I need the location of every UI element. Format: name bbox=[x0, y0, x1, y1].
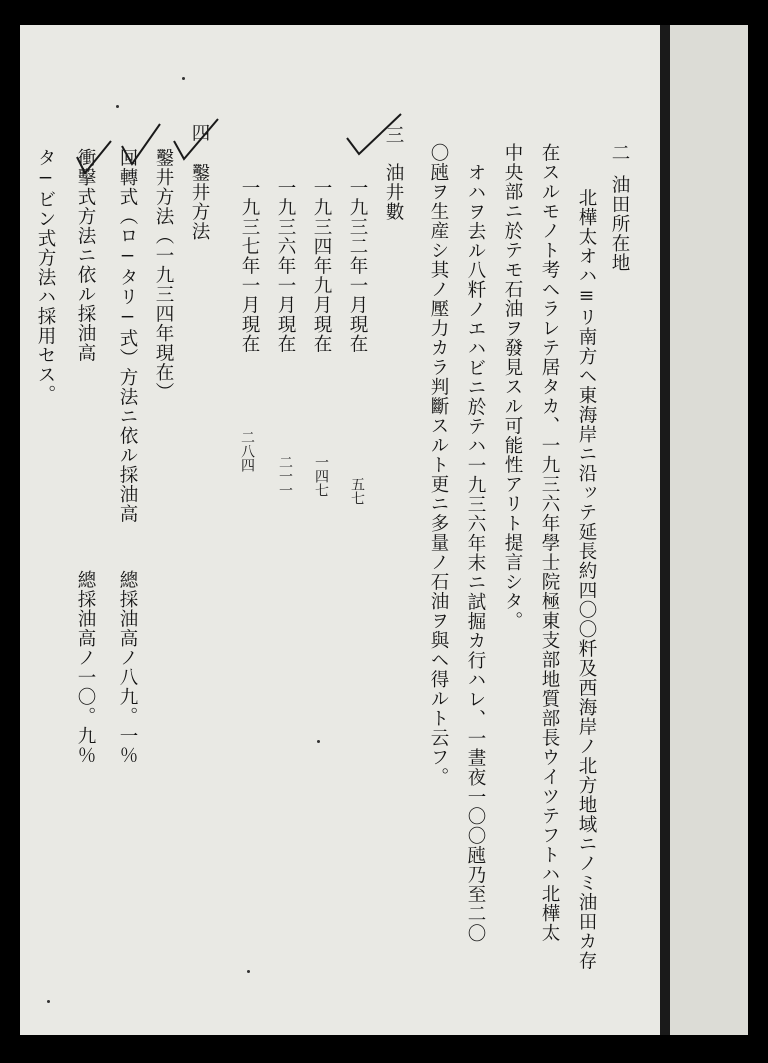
section-2-line-4: オハヲ去ル八粁ノエハビニ於テハ一九三六年末ニ試掘カ行ハレ、一晝夜一〇〇瓲乃至二〇 bbox=[465, 163, 486, 943]
section-2-number: 二 bbox=[609, 143, 630, 163]
well-count-value-4: 二八四 bbox=[239, 430, 255, 472]
scan-speck bbox=[317, 740, 320, 743]
drilling-method-line-4: タ−ビン式方法ハ採用セス。 bbox=[35, 148, 56, 404]
scan-speck bbox=[247, 970, 250, 973]
well-count-date-3: 一九三六年一月現在 bbox=[275, 178, 296, 354]
drilling-method-line-3: 衝擊式方法ニ依ル採油高 bbox=[75, 148, 96, 363]
well-count-value-1: 五七 bbox=[349, 477, 365, 505]
section-2-heading: 油田所在地 bbox=[609, 175, 630, 273]
check-mark-icon bbox=[345, 110, 405, 160]
scan-speck bbox=[47, 1000, 50, 1003]
drilling-method-note-3: 總採油高ノ一〇。九％ bbox=[75, 570, 96, 765]
section-2-line-2: 在スルモノト考ヘラレテ居タカ、一九三六年學士院極東支部地質部長ウイツテフトハ北樺太 bbox=[539, 143, 560, 943]
section-3-heading: 油井數 bbox=[383, 163, 404, 222]
section-3-number: 三 bbox=[383, 125, 404, 145]
check-mark-icon bbox=[120, 120, 165, 170]
section-2-line-3: 中央部ニ於テモ石油ヲ發見スル可能性アリト提言シタ。 bbox=[502, 143, 523, 631]
scan-speck bbox=[116, 105, 119, 108]
drilling-method-note-2: 總採油高ノ八九。一％ bbox=[117, 570, 138, 765]
check-mark-icon bbox=[75, 137, 115, 177]
section-2-line-5: 〇瓲ヲ生産シ其ノ壓力カラ判斷スルト更ニ多量ノ石油ヲ與ヘ得ルト云フ。 bbox=[428, 143, 449, 787]
check-mark-icon bbox=[172, 115, 222, 165]
scan-speck bbox=[182, 77, 185, 80]
well-count-date-2: 一九三四年九月現在 bbox=[311, 178, 332, 354]
well-count-date-4: 一九三七年一月現在 bbox=[239, 178, 260, 354]
well-count-value-3: 二一一 bbox=[277, 455, 293, 497]
section-4-heading: 鑿井方法 bbox=[189, 163, 210, 241]
drilling-method-line-2: 回轉式（ロ−タリ−式）方法ニ依ル採油高 bbox=[117, 148, 138, 524]
well-count-value-2: 一四七 bbox=[313, 455, 329, 497]
section-4-number: 四 bbox=[189, 123, 210, 143]
document-page bbox=[20, 25, 660, 1035]
section-2-line-1: 北樺太オハ≡リ南方ヘ東海岸ニ沿ッテ延長約四〇〇粁及西海岸ノ北方地域ニノミ油田カ存 bbox=[576, 188, 597, 971]
drilling-method-line-1: 鑿井方法（一九三四年現在） bbox=[153, 148, 174, 402]
page-edge-shadow bbox=[660, 25, 670, 1035]
adjacent-page-strip bbox=[670, 25, 748, 1035]
well-count-date-1: 一九三二年一月現在 bbox=[347, 178, 368, 354]
